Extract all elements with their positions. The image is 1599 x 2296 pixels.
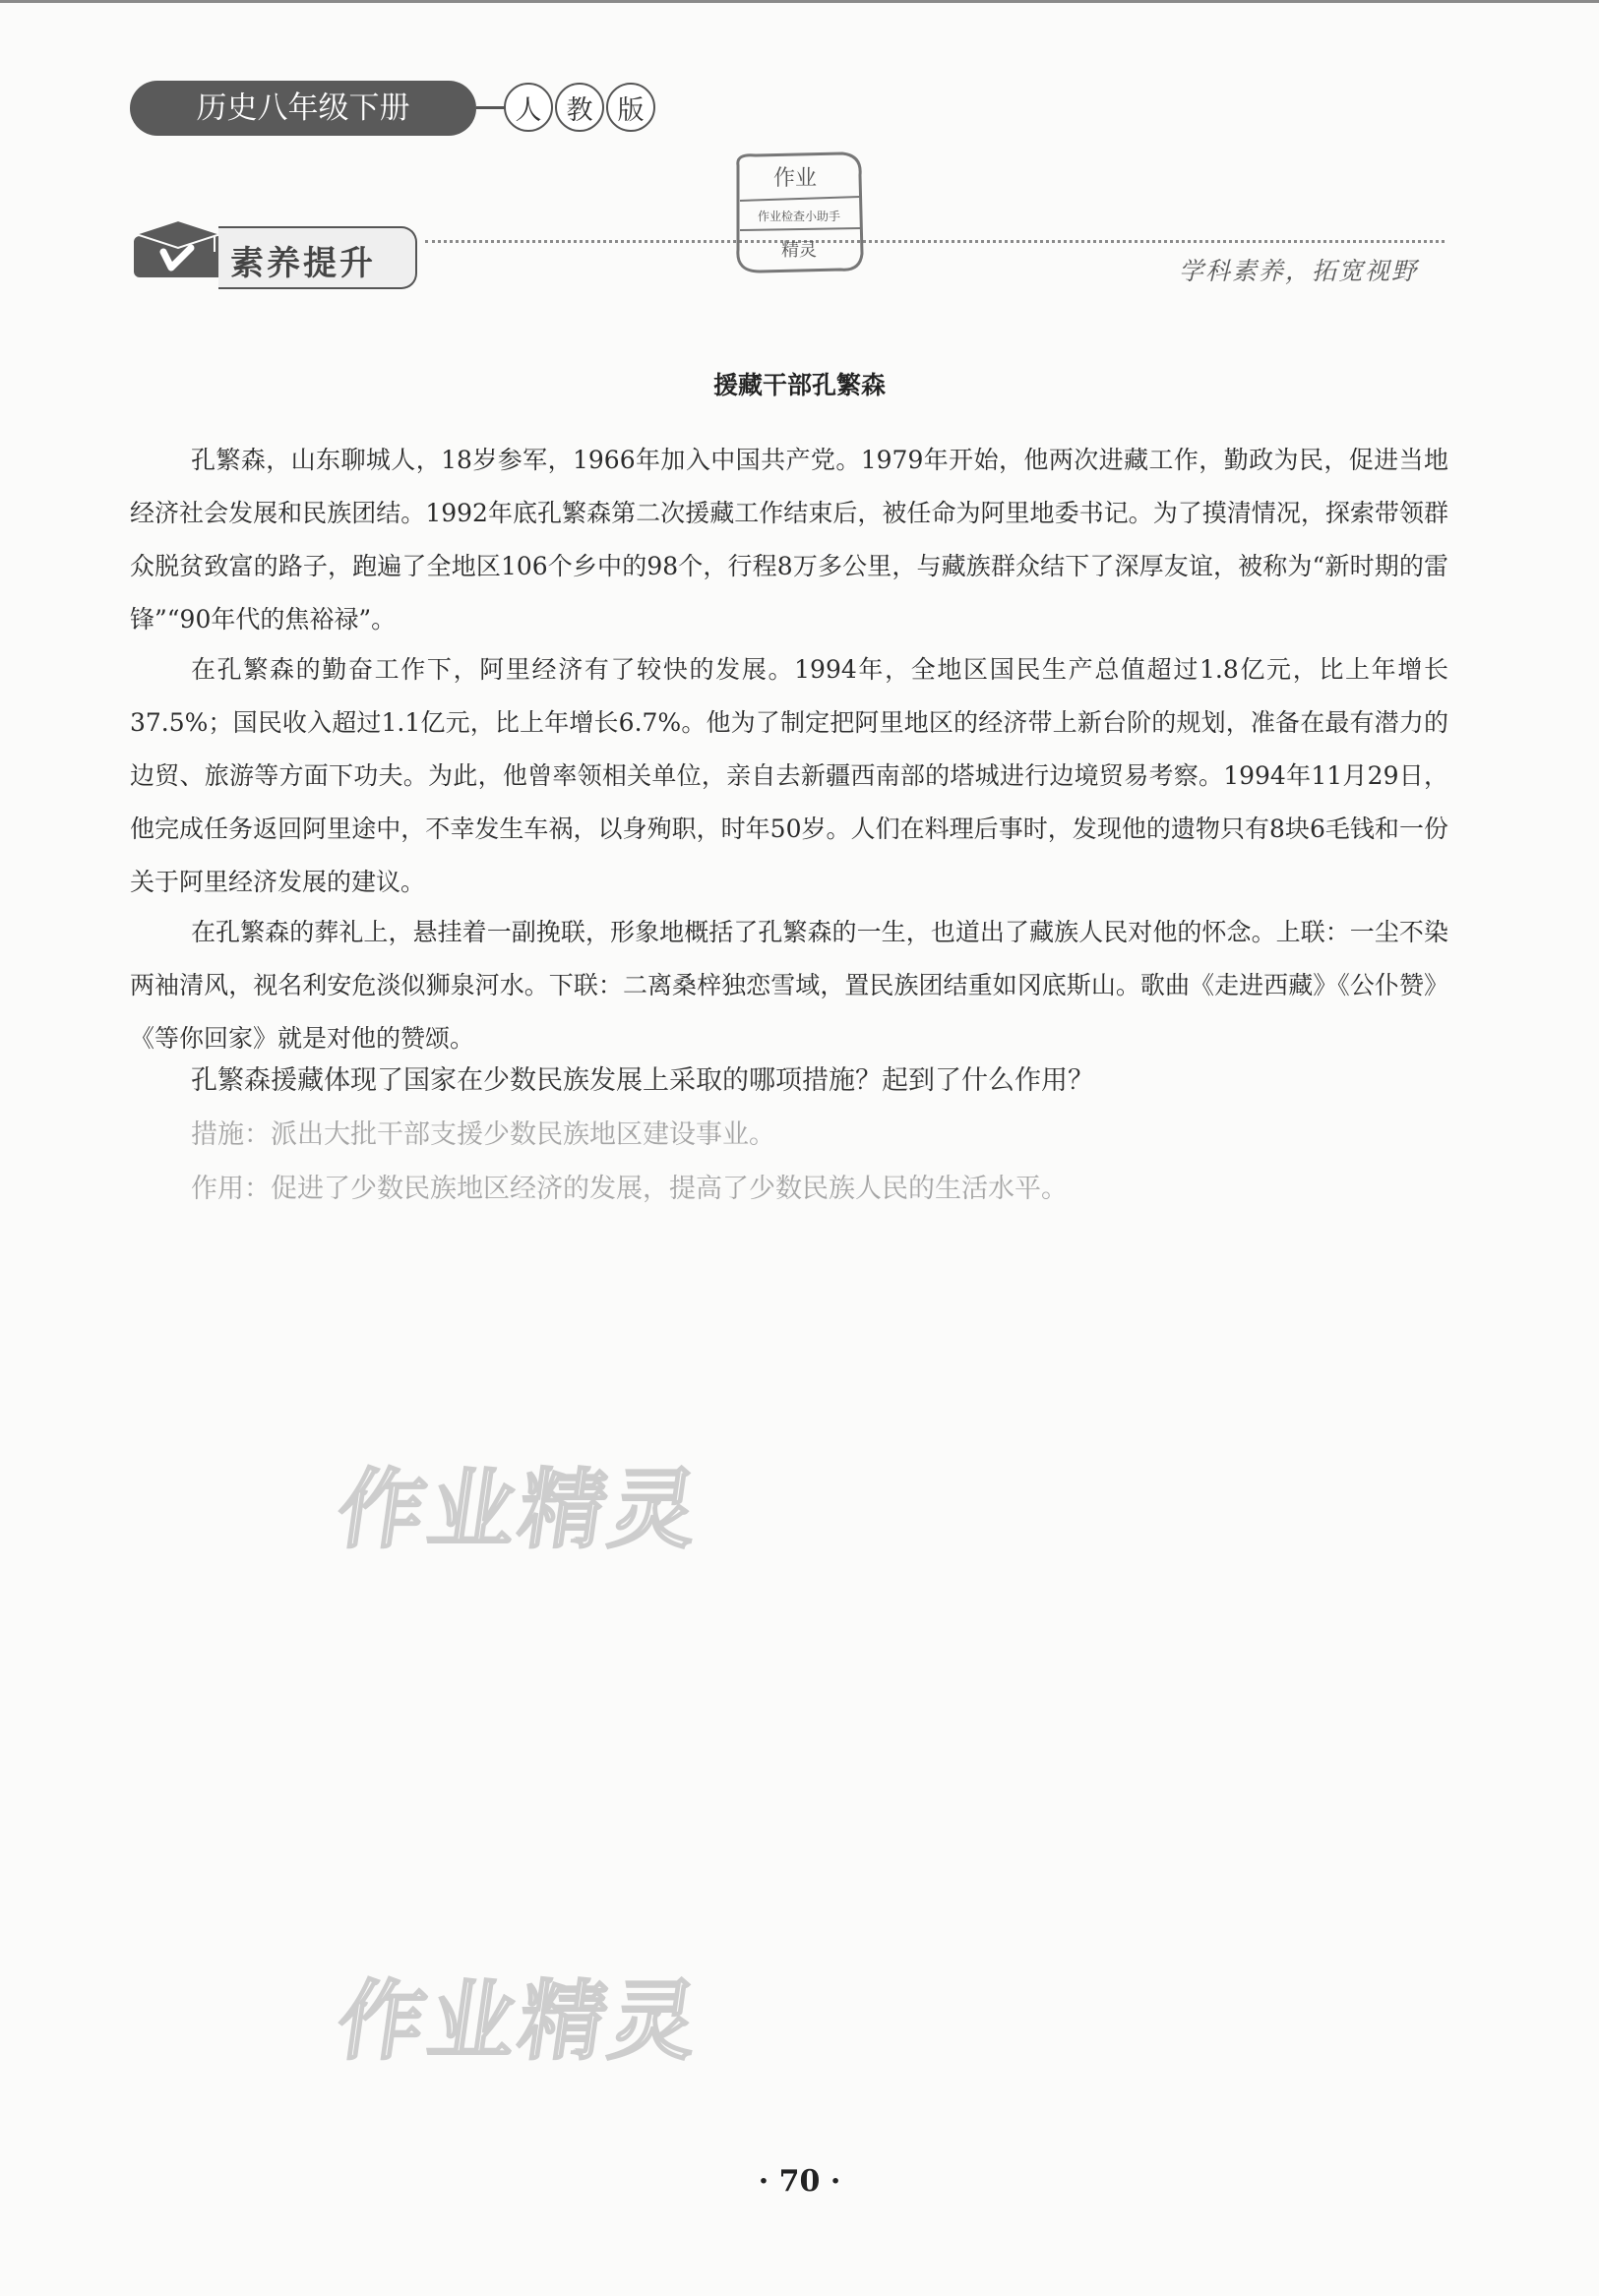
stamp-line3: 精灵 [781, 240, 817, 261]
homework-stamp [726, 146, 869, 278]
graduation-cap-icon [132, 218, 225, 279]
question: 孔繁森援藏体现了国家在少数民族发展上采取的哪项措施？起到了什么作用？ [191, 1065, 1094, 1096]
edition-char: 人 [504, 83, 553, 132]
article-title: 援藏干部孔繁森 [712, 371, 886, 399]
edition-badges [504, 83, 655, 132]
section-title: 素养提升 [218, 226, 417, 289]
paragraph-2: 在孔繁森的勤奋工作下，阿里经济有了较快的发展。1994年，全地区国民生产总值超过1.8亿元，比上年增长37.5%；国民收入超过1.1亿元，比上年增长6.7%。他为了制定把阿里地区的经济带上新台阶的规划，准备在最有潜力的边贸、旅游等方面下功夫。为此，他曾率领相关单位，亲自去新疆西南部的塔城进行边境贸易考察。1994年11月29日，他完成任务返回阿里途中，不幸发生车祸，以身殉职，时年50岁。人们在料理后事时，发现他的遗物只有8块6毛钱和一份关于阿里经济发展的建议。 [130, 655, 1448, 896]
header-connector [476, 106, 506, 109]
edition-char: 教 [555, 83, 604, 132]
edition-char: 版 [606, 83, 655, 132]
top-rule [0, 0, 1599, 3]
watermark: 作业精灵 [331, 1970, 708, 2072]
section-divider [425, 240, 1445, 243]
paragraph-3: 在孔繁森的葬礼上，悬挂着一副挽联，形象地概括了孔繁森的一生，也道出了藏族人民对他的怀念。上联：一尘不染两袖清风，视名利安危淡似狮泉河水。下联：二离桑梓独恋雪域，置民族团结重如冈底斯山。歌曲《走进西藏》《公仆赞》《等你回家》就是对他的赞颂。 [130, 918, 1448, 1053]
watermark: 作业精灵 [331, 1459, 708, 1560]
stamp-line1: 作业 [772, 166, 818, 191]
book-title: 历史八年级下册 [130, 81, 476, 136]
section-subtitle: 学科素养，拓宽视野 [1179, 257, 1419, 285]
answer-measure: 措施：派出大批干部支援少数民族地区建设事业。 [191, 1119, 775, 1150]
paragraph-1: 孔繁森，山东聊城人，18岁参军，1966年加入中国共产党。1979年开始，他两次进藏工作，勤政为民，促进当地经济社会发展和民族团结。1992年底孔繁森第二次援藏工作结束后，被任命为阿里地委书记。为了摸清情况，探索带领群众脱贫致富的路子，跑遍了全地区106个乡中的98个，行程8万多公里，与藏族群众结下了深厚友谊，被称为“新时期的雷锋”“90年代的焦裕禄”。 [130, 446, 1448, 634]
page-number: · 70 · [758, 2164, 841, 2199]
answer-effect: 作用：促进了少数民族地区经济的发展，提高了少数民族人民的生活水平。 [191, 1174, 1068, 1204]
stamp-line2: 作业检查小助手 [757, 210, 841, 223]
